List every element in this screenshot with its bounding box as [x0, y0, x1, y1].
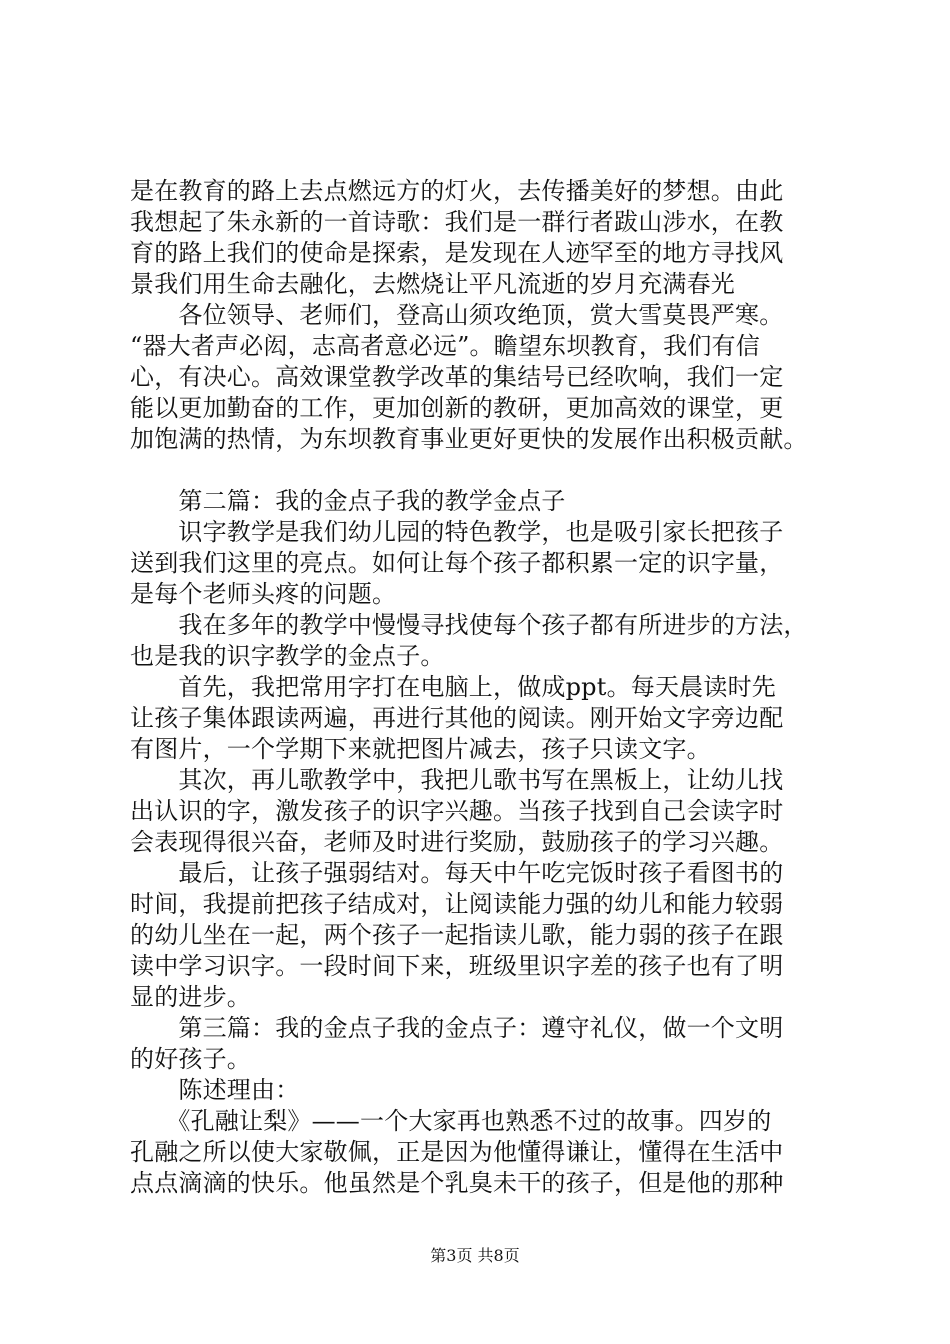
text-line: 有图片，一个学期下来就把图片减去，孩子只读文字。 [130, 735, 711, 763]
text-line: 识字教学是我们幼儿园的特色教学，也是吸引家长把孩子 [130, 518, 784, 546]
text-line: “器大者声必闳，志高者意必远”。瞻望东坝教育，我们有信 [130, 332, 760, 360]
document-body [130, 176, 830, 1199]
text-line: 送到我们这里的亮点。如何让每个孩子都积累一定的识字量， [130, 549, 784, 577]
text-line: 景我们用生命去融化，去燃烧让平凡流逝的岁月充满春光 [130, 270, 735, 298]
text-line: 首先，我把常用字打在电脑上，做成ppt。每天晨读时先 [130, 673, 776, 701]
text-line: 我在多年的教学中慢慢寻找使每个孩子都有所进步的方法， [130, 611, 808, 639]
text-line: 各位领导、老师们，登高山须攻绝顶，赏大雪莫畏严寒。 [130, 301, 784, 329]
text-line: 的幼儿坐在一起，两个孩子一起指读儿歌，能力弱的孩子在跟 [130, 921, 784, 949]
text-line: 陈述理由： [130, 1076, 300, 1104]
text-line: 时间，我提前把孩子结成对，让阅读能力强的幼儿和能力较弱 [130, 890, 784, 918]
text-line: 也是我的识字教学的金点子。 [130, 642, 445, 670]
section-heading-2: 第二篇：我的金点子我的教学金点子 [130, 487, 566, 515]
text-line: 点点滴滴的快乐。他虽然是个乳臭未干的孩子，但是他的那种 [130, 1169, 784, 1197]
text-line: 《孔融让梨》——一个大家再也熟悉不过的故事。四岁的 [130, 1107, 772, 1135]
text-line: 加饱满的热情，为东坝教育事业更好更快的发展作出积极贡献。 [130, 425, 808, 453]
text-line: 出认识的字，激发孩子的识字兴趣。当孩子找到自己会读字时 [130, 797, 784, 825]
text-line: 育的路上我们的使命是探索，是发现在人迹罕至的地方寻找风 [130, 239, 784, 267]
text-line: 读中学习识字。一段时间下来，班级里识字差的孩子也有了明 [130, 952, 784, 980]
section-heading-3: 第三篇：我的金点子我的金点子：遵守礼仪，做一个文明 [130, 1014, 784, 1042]
text-line: 是每个老师头疼的问题。 [130, 580, 397, 608]
text-line: 心，有决心。高效课堂教学改革的集结号已经吹响，我们一定 [130, 363, 784, 391]
text-line: 显的进步。 [130, 983, 251, 1011]
text-line: 会表现得很兴奋，老师及时进行奖励，鼓励孩子的学习兴趣。 [130, 828, 784, 856]
page-number: 第3页 共8页 [430, 1246, 520, 1265]
text-line: 我想起了朱永新的一首诗歌：我们是一群行者跋山涉水，在教 [130, 208, 784, 236]
text-line: 是在教育的路上去点燃远方的灯火，去传播美好的梦想。由此 [130, 177, 784, 205]
text-line: 的好孩子。 [130, 1045, 251, 1073]
text-line: 最后，让孩子强弱结对。每天中午吃完饭时孩子看图书的 [130, 859, 784, 887]
text-line: 孔融之所以使大家敬佩，正是因为他懂得谦让，懂得在生活中 [130, 1138, 784, 1166]
page-footer [0, 1246, 950, 1266]
paragraph-gap [130, 455, 830, 486]
text-line: 让孩子集体跟读两遍，再进行其他的阅读。刚开始文字旁边配 [130, 704, 784, 732]
text-line: 其次，再儿歌教学中，我把儿歌书写在黑板上，让幼儿找 [130, 766, 784, 794]
text-line: 能以更加勤奋的工作，更加创新的教研，更加高效的课堂，更 [130, 394, 784, 422]
